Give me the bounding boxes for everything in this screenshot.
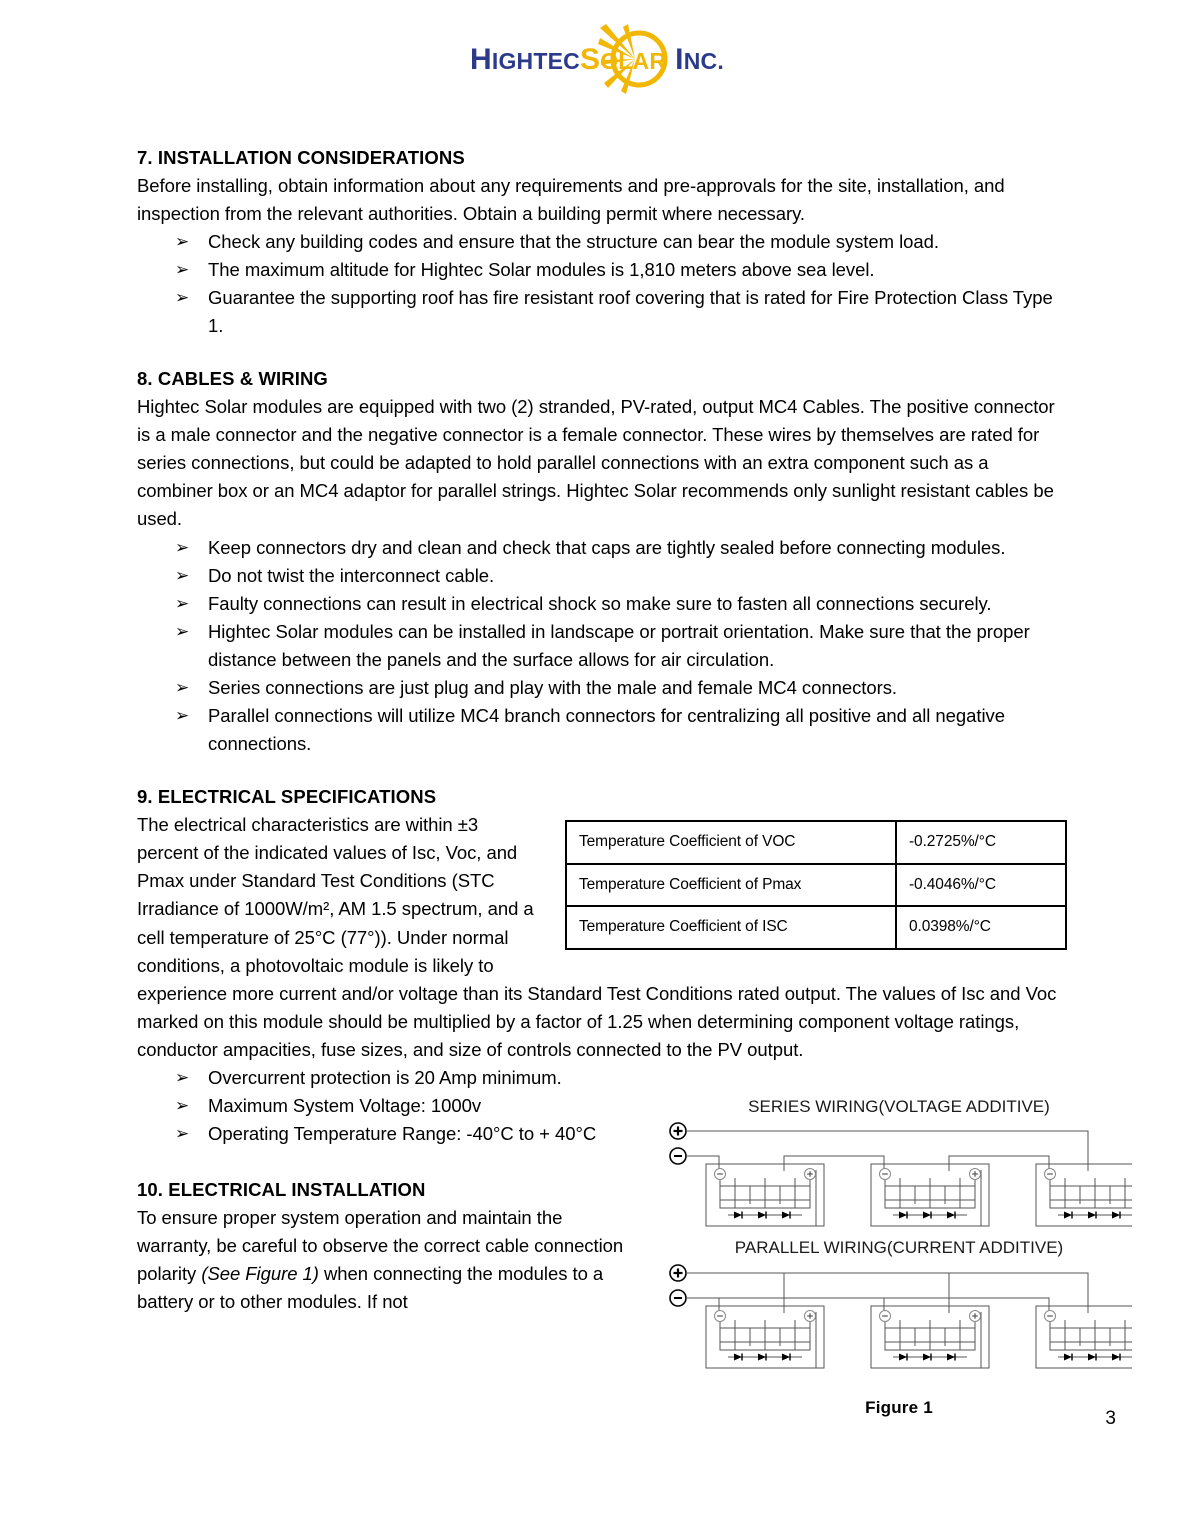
logo-nc: NC. <box>683 48 724 74</box>
logo-s: S <box>579 43 601 76</box>
arrow-bullet-icon: ➢ <box>175 1068 190 1088</box>
arrow-bullet-icon: ➢ <box>175 1124 190 1144</box>
logo-olar: OLAR <box>600 48 667 74</box>
table-cell-label: Temperature Coefficient of VOC <box>566 821 896 864</box>
logo-i: I <box>675 43 684 76</box>
logo-wordmark <box>470 40 730 80</box>
list-item-text: The maximum altitude for Hightec Solar modules is 1,810 meters above sea level. <box>208 259 875 280</box>
section-10-text-before: To ensure proper system operation and maintain the warranty, be careful to observe the correct cable connection polarity <box>137 1207 624 1285</box>
arrow-bullet-icon: ➢ <box>175 288 190 308</box>
list-item-text: Keep connectors dry and clean and check that caps are tightly sealed before connecting modules. <box>208 536 1006 558</box>
see-figure-reference: (See Figure 1) <box>201 1263 319 1285</box>
section-8-heading: 8. CABLES & WIRING <box>137 368 328 390</box>
list-item-text: Faulty connections can result in electrical shock so make sure to fasten all connections securely. <box>208 592 992 614</box>
list-item-text: Maximum System Voltage: 1000v <box>208 1095 482 1117</box>
list-item-text: Parallel connections will utilize MC4 branch connectors for centralizing all positive and all negative connections. <box>208 705 1005 755</box>
list-item <box>175 590 1067 618</box>
table-row <box>566 864 1066 907</box>
logo-h: H <box>470 43 492 76</box>
section-7-heading: 7. INSTALLATION CONSIDERATIONS <box>137 147 465 168</box>
list-item <box>175 674 1067 702</box>
section-9-paragraph: The electrical characteristics are within ±3 percent of the indicated values of Isc, Voc, and Pmax under Standard Test Conditions (STC Irradiance of 1000W/m², AM 1.5 spectrum, and a cell temperature of 25°C (77°)). Under normal conditions, a photovoltaic module is likely to experience more current and/or voltage than its Standard Test Conditions rated output. The values of Isc and Voc marked on this module should be multiplied by a factor of 1.25 when determining component voltage ratings, conductor ampacities, fuse sizes, and size of controls connected to the PV output. <box>137 814 1057 1060</box>
section-cables-and-wiring <box>137 367 1067 758</box>
wiring-diagram-figure <box>666 1098 1132 1418</box>
logo-ightec: IGHTEC <box>491 48 580 74</box>
table-cell-label: Temperature Coefficient of ISC <box>566 906 896 949</box>
page-number: 3 <box>1105 1408 1116 1429</box>
list-item <box>175 1064 1067 1092</box>
section-8-paragraph: Hightec Solar modules are equipped with two (2) stranded, PV-rated, output MC4 Cables. The positive connector is a male connector and the negative connector is a female connector. These wires by themselves are rated for series connections, but could be adapted to hold parallel connections with an extra component such as a combiner box or an MC4 adaptor for parallel strings. Hightec Solar recommends only sunlight resistant cables be used. <box>137 396 1055 530</box>
arrow-bullet-icon: ➢ <box>175 678 190 698</box>
list-item <box>175 702 1067 758</box>
section-7-bullet-list <box>137 228 1067 340</box>
list-item <box>175 618 1067 674</box>
section-8-bullet-list <box>137 534 1067 759</box>
section-7-paragraph: Before installing, obtain information about any requirements and pre-approvals for the site, installation, and inspection from the relevant authorities. Obtain a building permit where necessary. <box>137 174 1005 224</box>
list-item <box>175 256 1067 284</box>
table-cell-value: -0.4046%/°C <box>896 864 1066 907</box>
list-item-text: Series connections are just plug and play with the male and female MC4 connectors. <box>208 677 898 699</box>
arrow-bullet-icon: ➢ <box>175 1096 190 1116</box>
arrow-bullet-icon: ➢ <box>175 260 190 279</box>
company-logo <box>0 22 1200 96</box>
list-item <box>175 1120 645 1148</box>
section-10-paragraph <box>137 1204 637 1316</box>
section-installation-considerations <box>137 146 1067 340</box>
section-10-heading: 10. ELECTRICAL INSTALLATION <box>137 1179 426 1201</box>
arrow-bullet-icon: ➢ <box>175 537 190 557</box>
table-cell-value: -0.2725%/°C <box>896 821 1066 864</box>
section-9-heading: 9. ELECTRICAL SPECIFICATIONS <box>137 786 437 808</box>
section-electrical-specifications <box>137 785 1067 1148</box>
list-item <box>175 228 1067 256</box>
list-item-text: Guarantee the supporting roof has fire resistant roof covering that is rated for Fire Protection Class Type 1. <box>208 287 1053 337</box>
table-row <box>566 821 1066 864</box>
wiring-diagram-svg <box>666 1098 1132 1398</box>
list-item <box>175 284 1067 340</box>
arrow-bullet-icon: ➢ <box>175 706 190 726</box>
table-cell-label: Temperature Coefficient of Pmax <box>566 864 896 907</box>
list-item-text: Overcurrent protection is 20 Amp minimum. <box>208 1067 562 1089</box>
table-cell-value: 0.0398%/°C <box>896 906 1066 949</box>
series-wiring-title: SERIES WIRING(VOLTAGE ADDITIVE) <box>748 1098 1050 1116</box>
table-row <box>566 906 1066 949</box>
list-item-text: Operating Temperature Range: -40°C to + 40°C <box>208 1123 597 1145</box>
arrow-bullet-icon: ➢ <box>175 231 190 251</box>
list-item-text: Do not twist the interconnect cable. <box>208 564 495 586</box>
figure-caption: Figure 1 <box>865 1398 933 1417</box>
arrow-bullet-icon: ➢ <box>175 565 190 585</box>
arrow-bullet-icon: ➢ <box>175 621 190 641</box>
list-item <box>175 562 1067 590</box>
list-item-text: Hightec Solar modules can be installed in landscape or portrait orientation. Make sure that the proper distance between the panels and the surface allows for air circulation. <box>208 620 1030 670</box>
list-item-text: Check any building codes and ensure that the structure can bear the module system load. <box>208 230 939 252</box>
parallel-wiring-title: PARALLEL WIRING(CURRENT ADDITIVE) <box>734 1238 1064 1257</box>
arrow-bullet-icon: ➢ <box>175 593 190 613</box>
temperature-coefficient-table <box>565 820 1067 950</box>
section-10-text-after: when connecting the modules to a battery or to other modules. If not <box>137 1263 604 1313</box>
list-item <box>175 534 1067 562</box>
